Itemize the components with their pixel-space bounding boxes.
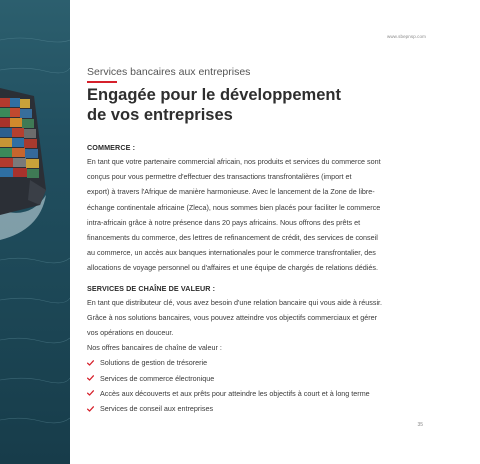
ship-illustration xyxy=(0,0,70,464)
accent-rule xyxy=(87,81,117,83)
commerce-line: au commerce, un accès aux banques internationales pour le commerce transfrontalier, des xyxy=(87,248,376,258)
check-icon xyxy=(87,390,96,396)
page-title-line-2: de vos entreprises xyxy=(87,105,233,124)
list-item xyxy=(87,401,425,416)
page-number: 35 xyxy=(417,422,423,428)
section-eyebrow: Services bancaires aux entreprises xyxy=(87,66,251,78)
value-chain-paragraph xyxy=(87,295,425,356)
value-chain-line: Grâce à nos solutions bancaires, vous pouvez atteindre vos objectifs commerciaux et gérer xyxy=(87,312,378,322)
commerce-paragraph xyxy=(87,154,425,276)
list-item xyxy=(87,371,425,386)
value-chain-line: En tant que distributeur clé, vous avez besoin d'une relation bancaire qui vous aide à réussir. xyxy=(87,297,383,307)
list-item-label: Solutions de gestion de trésorerie xyxy=(100,358,208,368)
check-icon xyxy=(87,360,96,366)
commerce-line: intra-africain grâce à notre présence dans 20 pays africains. Nous offrons des prêts et xyxy=(87,217,361,227)
page-title-line-1: Engagée pour le développement xyxy=(87,86,341,104)
container-ship-photo xyxy=(0,0,70,464)
commerce-line: export) à travers l'Afrique de manière harmonieuse. Avec le lancement de la Zone de libre- xyxy=(87,187,375,197)
commerce-heading: COMMERCE : xyxy=(87,143,136,152)
list-item xyxy=(87,355,425,370)
list-item-label: Services de conseil aux entreprises xyxy=(100,404,214,414)
list-item xyxy=(87,386,425,401)
value-chain-heading: SERVICES DE CHAÎNE DE VALEUR : xyxy=(87,283,216,293)
value-chain-line: Nos offres bancaires de chaîne de valeur : xyxy=(87,343,222,353)
list-item-label: Services de commerce électronique xyxy=(100,373,215,383)
website-url[interactable]: www.sbepnsp.com xyxy=(386,34,426,39)
check-icon xyxy=(87,406,96,412)
commerce-line: financements du commerce, des lettres de refinancement de crédit, des services de conseil xyxy=(87,233,378,243)
main-content xyxy=(87,66,425,416)
check-icon xyxy=(87,375,96,381)
commerce-line: allocations de voyage personnel ou d'affaires et une équipe de chargés de relations dédiés. xyxy=(87,263,378,273)
commerce-line: conçus pour vous permettre d'effectuer des transactions transfrontalières (import et xyxy=(87,172,352,182)
value-chain-offers-list xyxy=(87,355,425,416)
list-item-label: Accès aux découverts et aux prêts pour atteindre les objectifs à court et à long terme xyxy=(100,388,370,398)
value-chain-line: vos opérations en douceur. xyxy=(87,328,174,338)
page-title xyxy=(87,86,425,125)
commerce-line: En tant que votre partenaire commercial africain, nos produits et services du commerce sont xyxy=(87,157,381,166)
commerce-line: échange continentale africaine (Zleca), nous sommes bien placés pour faciliter le commerce xyxy=(87,202,381,212)
